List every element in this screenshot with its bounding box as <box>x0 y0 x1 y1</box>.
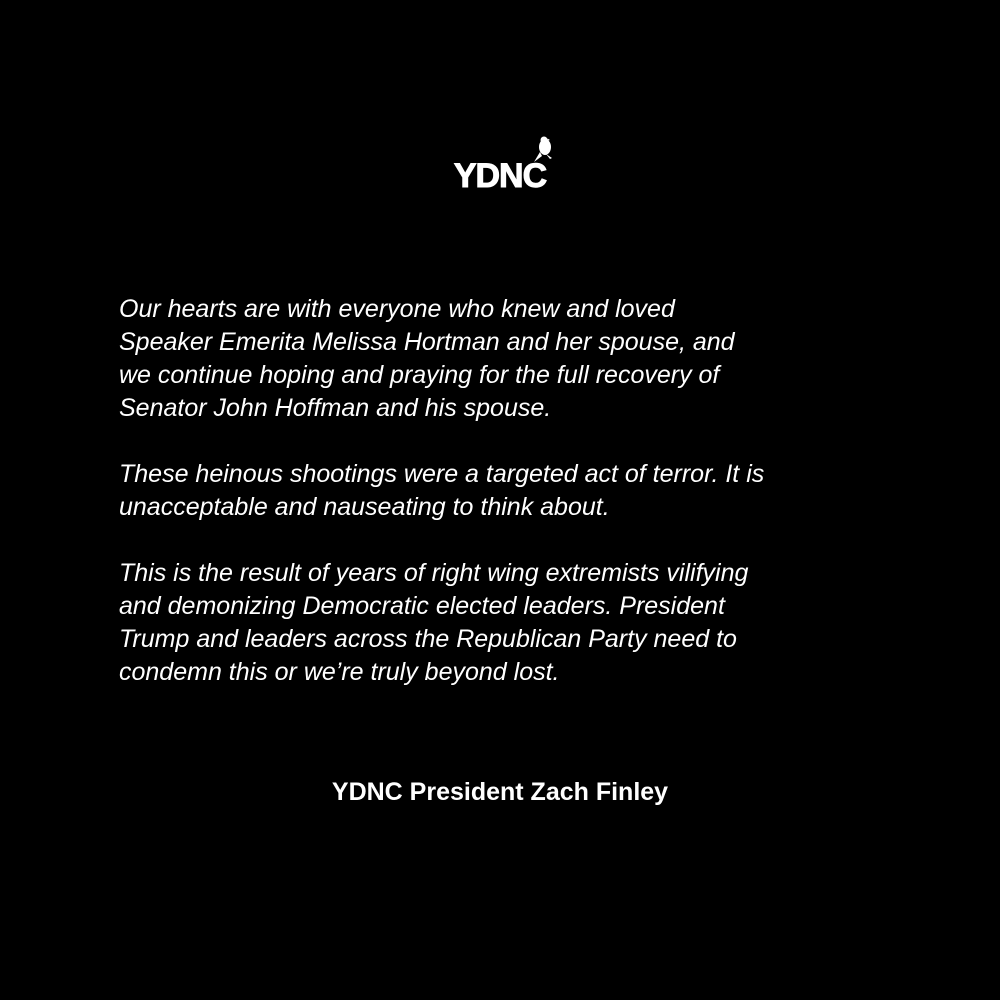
signature: YDNC President Zach Finley <box>331 778 669 806</box>
statement-line: Our hearts are with everyone who knew and loved <box>119 295 675 323</box>
statement-line: Trump and leaders across the Republican Party need to <box>119 625 737 653</box>
statement-line: unacceptable and nauseating to think about. <box>119 493 610 521</box>
logo-wordmark: YDNC <box>453 157 547 194</box>
statement-paragraph-2 <box>119 458 899 524</box>
statement-text <box>119 293 899 722</box>
statement-paragraph-3 <box>119 557 899 689</box>
statement-line: This is the result of years of right wing extremists vilifying <box>119 559 749 587</box>
statement-line: Speaker Emerita Melissa Hortman and her spouse, and <box>119 328 735 356</box>
statement-paragraph-1 <box>119 293 899 425</box>
ydnc-logo <box>438 134 562 194</box>
statement-line: condemn this or we’re truly beyond lost. <box>119 658 560 686</box>
statement-line: Senator John Hoffman and his spouse. <box>119 394 552 422</box>
ydnc-logo-mark <box>438 134 562 194</box>
statement-line: and demonizing Democratic elected leaders. President <box>119 592 725 620</box>
statement-line: These heinous shootings were a targeted act of terror. It is <box>119 460 765 488</box>
statement-line: we continue hoping and praying for the full recovery of <box>119 361 720 389</box>
